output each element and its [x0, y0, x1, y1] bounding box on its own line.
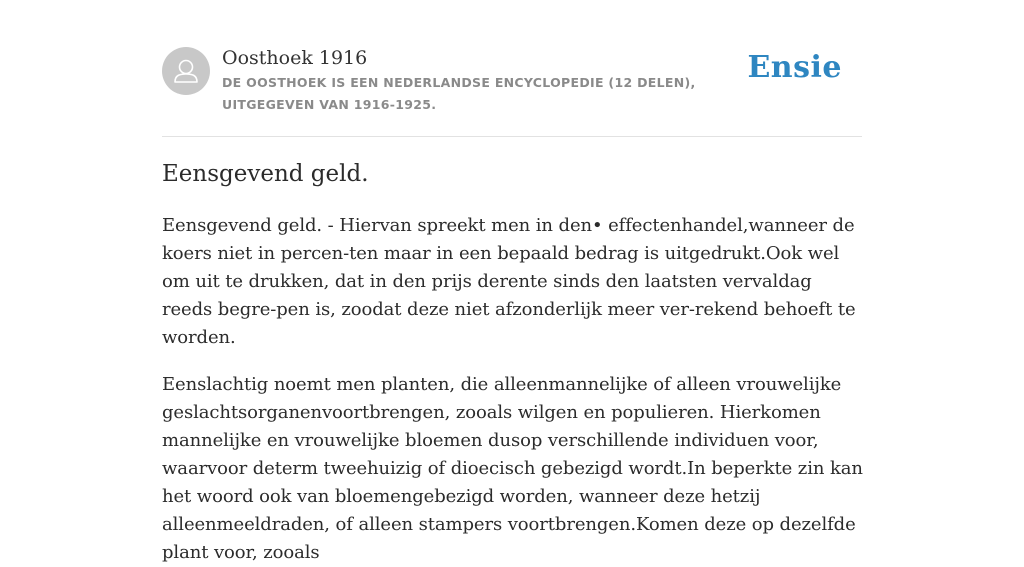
- source-title[interactable]: Oosthoek 1916: [222, 47, 368, 69]
- article-paragraph: Eensgevend geld. - Hiervan spreekt men in den• effectenhandel,wanneer de koers niet in percen-ten maar in een bepaald bedrag is uitgedrukt.Ook wel om uit te drukken, dat in den prijs derente sinds den laatsten vervaldag reeds begre-pen is, zoodat deze niet afzonderlijk meer ver-rekend behoeft te worden.: [162, 215, 856, 348]
- article-title: Eensgevend geld.: [162, 161, 369, 187]
- user-silhouette-icon: [162, 47, 210, 95]
- article: [162, 156, 866, 567]
- ensie-logo[interactable]: Ensie: [747, 50, 842, 85]
- source-avatar[interactable]: [162, 47, 210, 95]
- source-description: DE OOSTHOEK IS EEN NEDERLANDSE ENCYCLOPEDIE (12 DELEN), UITGEGEVEN VAN 1916-1925.: [222, 75, 696, 112]
- article-paragraph: Eenslachtig noemt men planten, die alleenmannelijke of alleen vrouwelijke geslachtsorganenvoortbrengen, zooals wilgen en populieren. Hierkomen mannelijke en vrouwelijke bloemen dusop verschillende individuen voor, waarvoor determ tweehuizig of dioecisch gebezigd wordt.In beperkte zin kan het woord ook van bloemengebezigd worden, wanneer deze hetzij alleenmeeldraden, of alleen stampers voortbrengen.Komen deze op dezelfde plant voor, zooals: [162, 374, 863, 563]
- source-header: [162, 44, 862, 137]
